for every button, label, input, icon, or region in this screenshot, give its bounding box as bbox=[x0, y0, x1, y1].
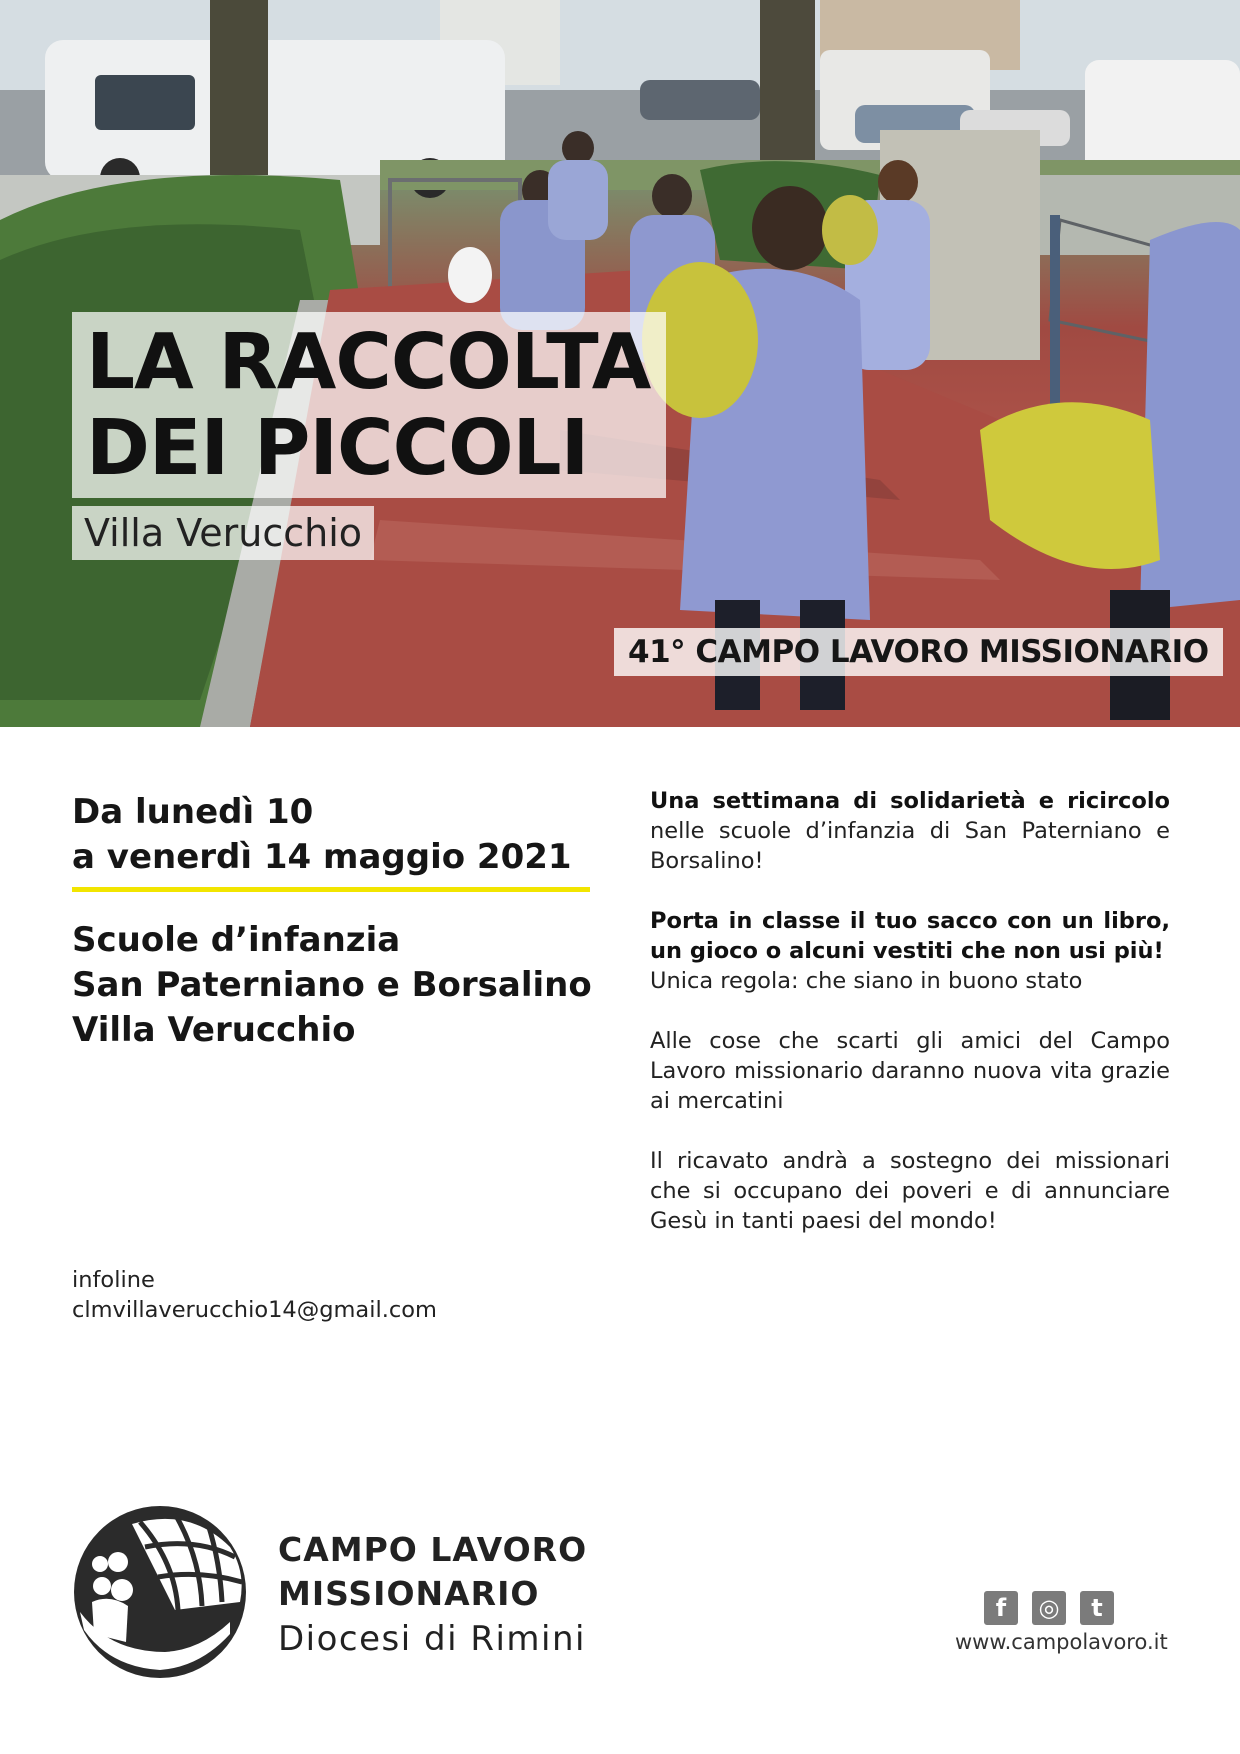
p2-rest: Unica regola: che siano in buono stato bbox=[650, 968, 1083, 994]
p1-bold: Una settimana di solidarietà e ricircolo bbox=[650, 788, 1170, 814]
p2-bold: Porta in classe il tuo sacco con un libro, un gioco o alcuni vestiti che non usi più! bbox=[650, 908, 1170, 964]
p1-rest: nelle scuole d’infanzia di San Paterniano e Borsalino! bbox=[650, 818, 1170, 874]
facebook-icon[interactable]: f bbox=[984, 1591, 1018, 1625]
title-line-2: DEI PICCOLI bbox=[86, 404, 589, 493]
event-venue bbox=[72, 918, 592, 1053]
twitter-icon[interactable]: t bbox=[1080, 1591, 1114, 1625]
org-line-2: MISSIONARIO bbox=[278, 1574, 540, 1613]
date-line-1: Da lunedì 10 bbox=[72, 792, 314, 832]
contact-info bbox=[72, 1265, 437, 1325]
description-paragraph-1 bbox=[650, 786, 1170, 876]
title-line-1: LA RACCOLTA bbox=[86, 318, 651, 407]
event-dates bbox=[72, 790, 572, 880]
website-link[interactable]: www.campolavoro.it bbox=[955, 1630, 1168, 1654]
description-paragraph-2 bbox=[650, 906, 1170, 996]
organization-name bbox=[278, 1528, 587, 1662]
venue-line-2: San Paterniano e Borsalino bbox=[72, 965, 592, 1005]
edition-badge: 41° CAMPO LAVORO MISSIONARIO bbox=[614, 628, 1223, 676]
description-paragraph-3: Alle cose che scarti gli amici del Campo Lavoro missionario daranno nuova vita grazie ai mercatini bbox=[650, 1028, 1170, 1114]
org-line-3: Diocesi di Rimini bbox=[278, 1619, 586, 1659]
event-description bbox=[650, 786, 1170, 1266]
contact-email[interactable]: clmvillaverucchio14@gmail.com bbox=[72, 1297, 437, 1323]
instagram-icon[interactable]: ◎ bbox=[1032, 1591, 1066, 1625]
description-paragraph-4: Il ricavato andrà a sostegno dei missionari che si occupano dei poveri e di annunciare Gesù in tanti paesi del mondo! bbox=[650, 1148, 1170, 1234]
date-line-2: a venerdì 14 maggio 2021 bbox=[72, 837, 572, 877]
org-line-1: CAMPO LAVORO bbox=[278, 1530, 588, 1569]
social-links bbox=[984, 1591, 1114, 1625]
event-title bbox=[72, 312, 666, 498]
venue-line-1: Scuole d’infanzia bbox=[72, 920, 401, 960]
hero-photo bbox=[0, 0, 1240, 727]
location-subtitle: Villa Verucchio bbox=[72, 506, 374, 560]
venue-line-3: Villa Verucchio bbox=[72, 1010, 356, 1050]
campo-lavoro-logo-icon bbox=[70, 1502, 250, 1682]
infoline-label: infoline bbox=[72, 1267, 155, 1293]
yellow-divider bbox=[72, 887, 590, 892]
